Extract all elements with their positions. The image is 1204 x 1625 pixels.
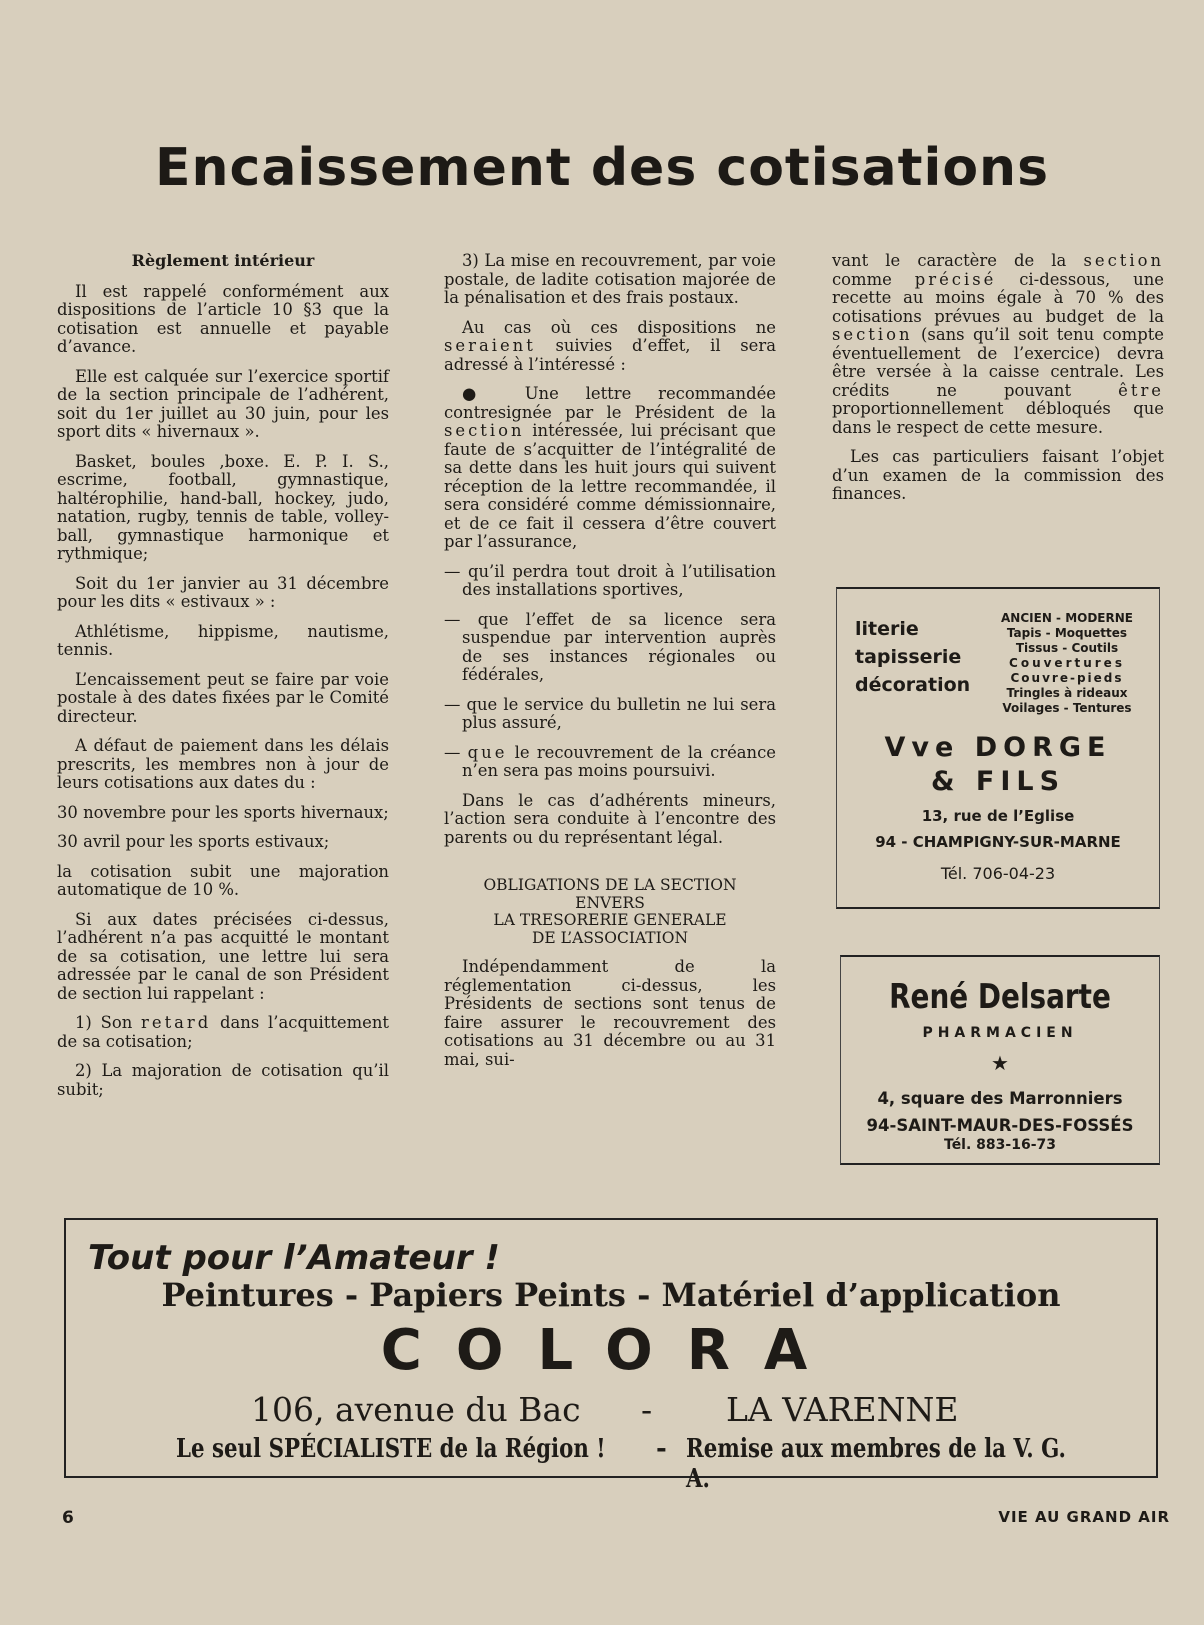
column-3 [832, 252, 1164, 515]
text-run: comme [832, 269, 892, 289]
service-label: décoration [855, 674, 971, 696]
shop-name-line: & FILS [930, 766, 1066, 797]
heading-line: LA TRESORERIE GENERALE [493, 911, 727, 929]
product-line: Couvertures [1009, 656, 1125, 670]
text-run: intéressée, lui précisant que faute de s’acquitter de l’intégralité de sa dette dans les huit jours qui suivent réception de la lettre recommandée, il sera considéré comme démissionnaire, et de ce fait il cessera d’être couvert par l’assurance, [444, 421, 777, 551]
paragraph: — qu’il perdra tout droit à l’utilisation des installations sportives, [444, 561, 776, 599]
text-run: Au cas où ces dispositions ne [462, 317, 776, 337]
separator: - [641, 1390, 653, 1429]
text-run: (sans qu’il soit tenu compte éventuellement de l’exercice) devra être versée à la caisse centrale. Les crédits ne pouvant [832, 325, 1164, 400]
paragraph: Il est rappelé conformément aux dispositions de l’article 10 §3 que la cotisation est annuelle et payable d’avance. [57, 281, 389, 356]
paragraph: L’encaissement peut se faire par voie postale à des dates fixées par le Comité directeur. [57, 669, 389, 726]
column-2 [444, 252, 776, 1080]
paragraph: 3) La mise en recouvrement, par voie postale, de ladite cotisation majorée de la pénalisation et des frais postaux. [444, 251, 776, 307]
page-number: 6 [62, 1508, 74, 1528]
star-icon: ★ [991, 1051, 1009, 1075]
text-run: section [1083, 251, 1164, 270]
text-run: section [444, 421, 525, 440]
paragraph [444, 744, 776, 781]
advert-profession: PHARMACIEN [922, 1025, 1078, 1041]
advert-phone: Tél. 883-16-73 [944, 1137, 1056, 1153]
paragraph: Athlétisme, hippisme, nautisme, tennis. [57, 621, 389, 659]
text-run: vant le caractère de la [832, 251, 1067, 270]
text-run: section [832, 325, 913, 344]
paragraph: Dans le cas d’adhérents mineurs, l’action sera conduite à l’encontre des parents ou du représentant légal. [444, 790, 776, 847]
paragraph [832, 252, 1164, 437]
paragraph: Indépendamment de la réglementation ci-dessus, les Présidents de sections sont tenus de faire assurer le recouvrement des cotisations au 31 décembre ou au 31 mai, sui- [444, 957, 776, 1069]
section-heading: Règlement intérieur [131, 251, 315, 270]
heading-line: DE L’ASSOCIATION [531, 928, 689, 947]
advert-city: LA VARENNE [726, 1390, 959, 1429]
paragraph [444, 319, 776, 375]
text-run: 1) Son [75, 1013, 133, 1032]
advert-services [855, 615, 970, 699]
paragraph [444, 385, 776, 552]
heading-line: OBLIGATIONS DE LA SECTION [483, 876, 737, 894]
text-run: précisé [914, 269, 997, 289]
column-1 [57, 252, 389, 1110]
address-line: 94-SAINT-MAUR-DES-FOSSÉS [866, 1116, 1134, 1135]
product-line: Voilages - Tentures [1002, 701, 1132, 715]
advert-delsarte [840, 955, 1160, 1165]
product-line: Couvre-pieds [1010, 671, 1124, 685]
advert-colora [64, 1218, 1158, 1494]
advert-shop-name [837, 731, 1159, 799]
address-line: 4, square des Marronniers [877, 1089, 1123, 1108]
text-run: suivies d’effet, il sera adressé à l’intéressé : [444, 336, 776, 374]
advert-slogan: Le seul SPÉCIALISTE de la Région ! [176, 1434, 606, 1464]
advert-brand: COLORA [380, 1318, 842, 1383]
paragraph: A défaut de paiement dans les délais prescrits, les membres non à jour de leurs cotisations aux dates du : [57, 736, 389, 792]
paragraph: — que l’effet de sa licence sera suspendue par intervention auprès de ses instances régionales ou fédérales, [444, 609, 776, 684]
advert-discount: Remise aux membres de la V. G. A. [686, 1434, 1066, 1494]
paragraph: Basket, boules ,boxe. E. P. I. S., escrime, football, gymnastique, haltérophilie, hand-ball, hockey, judo, natation, rugby, tennis de table, volley-ball, gymnastique harmonique et rythmique; [57, 451, 389, 563]
magazine-name: VIE AU GRAND AIR [998, 1508, 1170, 1526]
paragraph: 2) La majoration de cotisation qu’il subit; [57, 1061, 389, 1099]
text-run: être [1118, 380, 1164, 400]
product-line: Tissus - Coutils [1015, 641, 1119, 655]
product-line: Tringles à rideaux [1006, 686, 1128, 700]
text-run: ci-dessous, une recette au moins égale à 70 % des cotisations prévues au budget de la [832, 269, 1164, 326]
service-label: tapisserie [855, 646, 962, 668]
advert-products: Peintures - Papiers Peints - Matériel d’application [161, 1276, 1061, 1314]
advert-address: 106, avenue du Bac [251, 1390, 581, 1429]
paragraph: la cotisation subit une majoration automatique de 10 %. [57, 861, 389, 899]
paragraph: Si aux dates précisées ci-dessus, l’adhérent n’a pas acquitté le montant de sa cotisation, une lettre lui sera adressée par le canal de son Président de section lui rappelant : [57, 909, 389, 1003]
product-line: Tapis - Moquettes [1006, 626, 1128, 640]
text-run: — [444, 742, 461, 762]
paragraph: Soit du 1er janvier au 31 décembre pour les dits « estivaux » : [57, 573, 389, 611]
paragraph: — que le service du bulletin ne lui sera plus assuré, [444, 694, 776, 732]
address-line: 13, rue de l’Eglise [921, 807, 1075, 825]
separator: - [656, 1434, 667, 1464]
paragraph [57, 1014, 389, 1051]
product-line: ANCIEN - MODERNE [1001, 611, 1133, 625]
text-run: ● Une lettre recommandée contresignée par le Président de la [444, 384, 776, 422]
address-line: 94 - CHAMPIGNY-SUR-MARNE [875, 833, 1121, 851]
heading-line: ENVERS [575, 893, 645, 912]
text-run: que [467, 742, 508, 762]
advert-address [837, 803, 1159, 855]
paragraph: 30 avril pour les sports estivaux; [57, 832, 330, 851]
page-title: Encaissement des cotisations [154, 138, 1050, 198]
paragraph: Les cas particuliers faisant l’objet d’un examen de la commission des finances. [832, 447, 1164, 503]
advert-dorge [836, 587, 1160, 909]
text-run: dans l’acquittement de sa cotisation; [57, 1013, 390, 1051]
text-run: retard [141, 1013, 212, 1032]
advert-phone: Tél. 706-04-23 [940, 864, 1056, 883]
advert-shop-name: René Delsarte [889, 977, 1111, 1017]
paragraph: Elle est calquée sur l’exercice sportif de la section principale de l’adhérent, soit du 1er juillet au 30 juin, pour les sport dits « hivernaux ». [57, 366, 389, 441]
text-run: proportionnellement débloqués que dans le respect de cette mesure. [832, 399, 1164, 437]
advert-tagline: Tout pour l’Amateur ! [88, 1238, 500, 1278]
advert-address [841, 1085, 1159, 1139]
advert-products [987, 611, 1147, 716]
section-heading [444, 877, 776, 947]
service-label: literie [855, 618, 919, 640]
text-run: le recouvrement de la créance n’en sera pas moins poursuivi. [462, 742, 776, 780]
shop-name-line: Vve DORGE [884, 732, 1112, 763]
text-run: seraient [444, 336, 536, 355]
paragraph: 30 novembre pour les sports hivernaux; [57, 802, 389, 822]
